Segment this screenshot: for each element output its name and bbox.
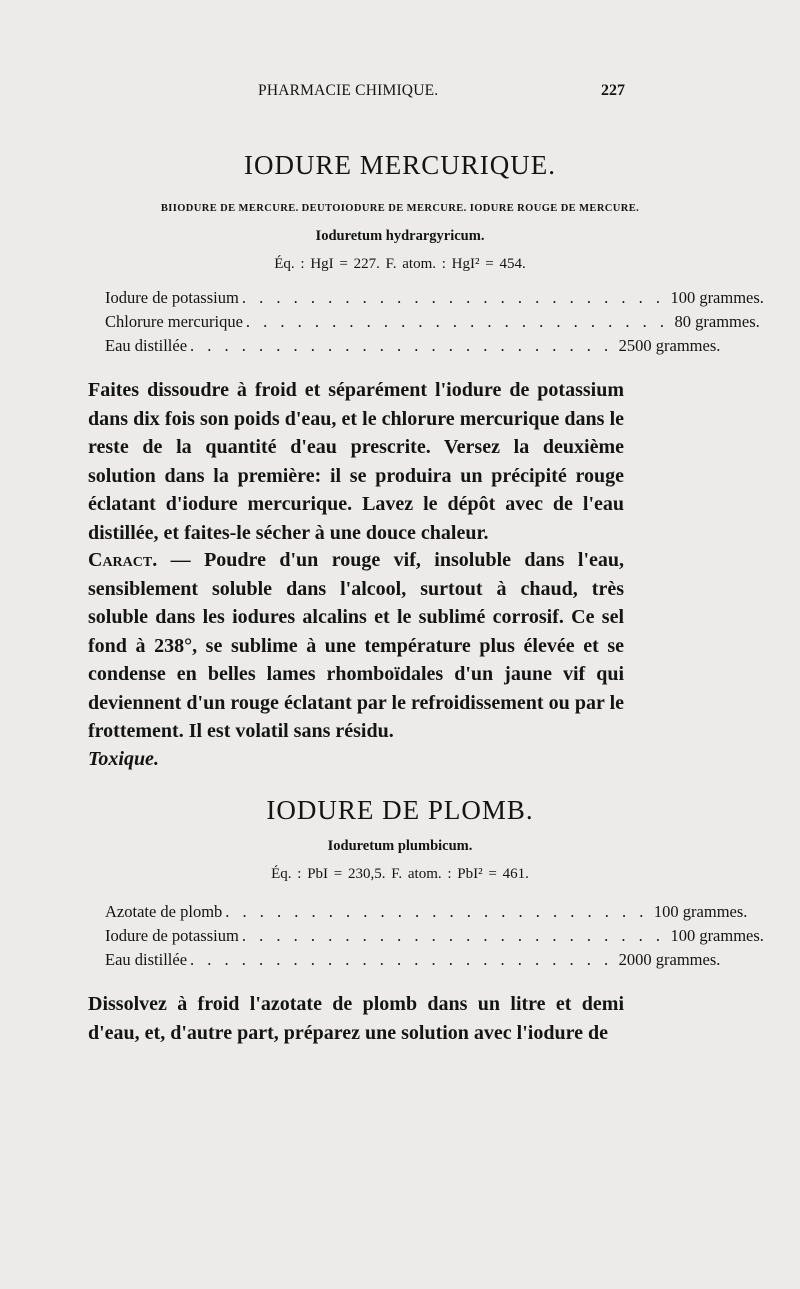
recipe-row [105,926,764,950]
leader-dots: . . . . . . . . . . . . . . . . . . . . . . . . . [245,312,669,331]
recipe-row [105,336,721,360]
ingredient-name: Iodure de potassium [105,926,239,945]
leader-dots: . . . . . . . . . . . . . . . . . . . . . . . . . [241,288,665,307]
recipe-row [105,288,764,312]
leader-dots: . . . . . . . . . . . . . . . . . . . . . . . . . [225,902,648,921]
recipe-row [105,312,760,336]
section-title-iodure-de-plomb: IODURE DE PLOMB. [266,795,534,825]
caract-label: Caract. [88,549,158,571]
recipe-list [105,288,764,360]
running-title: PHARMACIE CHIMIQUE. [258,82,439,99]
section-title-iodure-mercurique: IODURE MERCURIQUE. [244,150,556,180]
ingredient-name: Iodure de potassium [105,288,239,307]
ingredient-quantity: 100 grammes. [670,288,764,307]
leader-dots: . . . . . . . . . . . . . . . . . . . . . . . . . [190,950,613,969]
ingredient-name: Eau distillée [105,950,188,969]
running-head [90,82,625,106]
section-synonyms: BIIODURE DE MERCURE. DEUTOIODURE DE MERCURE. IODURE ROUGE DE MERCURE. [160,203,640,214]
caract-text: — Poudre d'un rouge vif, insoluble dans l'eau, sensiblement soluble dans l'alcool, surtout à chaud, très soluble dans les iodures alcalins et le sublimé corrosif. Ce sel fond à 238°, se sublime à une température plus élevée et se condense en belles lames rhomboïdales d'un jaune vif qui deviennent d'un rouge éclatant par le refroidissement ou par le frottement. Il est volatil sans résidu. [88,549,624,742]
latin-name: Ioduretum plumbicum. [327,838,473,854]
recipe-row [105,902,748,926]
formula-line: Éq. : HgI = 227. F. atom. : HgI² = 454. [274,256,526,272]
body-paragraph-preparation: Faites dissoudre à froid et séparément l'iodure de potassium dans dix fois son poids d'eau, et le chlorure mercurique dans le reste de la quantité d'eau prescrite. Versez la deuxième solution dans la première: il se produira un précipité rouge éclatant d'iodure mercurique. Lavez le dépôt avec de l'eau distillée, et faites-le sécher à une douce chaleur. [88,379,624,544]
ingredient-quantity: 100 grammes. [653,902,748,921]
body-paragraph-plomb: Dissolvez à froid l'azotate de plomb dans un litre et demi d'eau, et, d'autre part, préparez une solution avec l'iodure de [88,993,624,1044]
leader-dots: . . . . . . . . . . . . . . . . . . . . . . . . . [190,336,613,355]
latin-name: Ioduretum hydrargyricum. [315,228,485,244]
body-paragraph-caracteres [88,546,624,746]
ingredient-name: Chlorure mercurique [105,312,243,331]
leader-dots: . . . . . . . . . . . . . . . . . . . . . . . . . [241,926,665,945]
recipe-list [105,902,764,974]
ingredient-name: Azotate de plomb [105,902,223,921]
toxic-note: Toxique. [88,748,159,770]
ingredient-quantity: 80 grammes. [674,312,760,331]
page-number: 227 [601,82,625,99]
formula-line: Éq. : PbI = 230,5. F. atom. : PbI² = 461. [271,866,529,882]
ingredient-name: Eau distillée [105,336,188,355]
ingredient-quantity: 2000 grammes. [618,950,721,969]
recipe-row [105,950,721,974]
ingredient-quantity: 100 grammes. [670,926,764,945]
ingredient-quantity: 2500 grammes. [618,336,721,355]
